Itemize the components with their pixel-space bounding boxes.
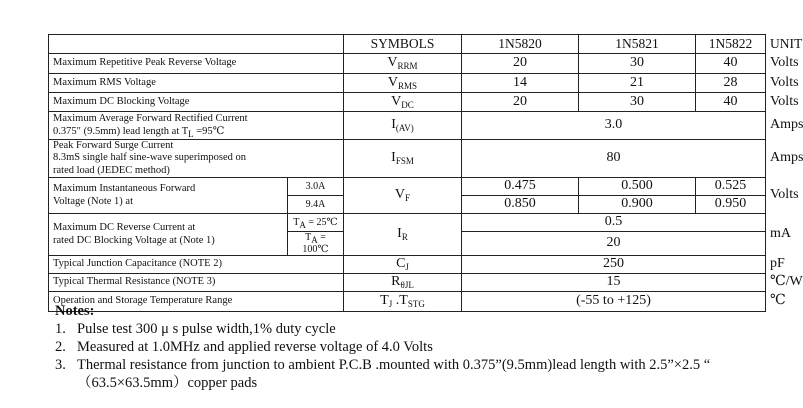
row-iav: Maximum Average Forward Rectified Current 0.375″ (9.5mm) lead length at $T_L$ =95℃ $I_{(AV)}$ 3.0 Amps (49, 112, 766, 140)
header-blank (49, 35, 344, 54)
header-row: SYMBOLS 1N5820 1N5821 1N5822 UNIT (49, 35, 766, 54)
symbol-cell: $R_{\theta JL}$ (344, 274, 462, 292)
header-1n5820: 1N5820 (462, 35, 579, 54)
value-1n5822: 40 (696, 54, 766, 74)
param-label: Typical Thermal Resistance (NOTE 3) (49, 274, 344, 292)
value-1n5822: 28 (696, 74, 766, 93)
value-1n5821: 0.900 (579, 196, 696, 214)
value-1n5820: 0.475 (462, 178, 579, 196)
value-1n5821: 0.500 (579, 178, 696, 196)
header-symbols: SYMBOLS (344, 35, 462, 54)
param-label: Maximum DC Blocking Voltage (49, 93, 344, 112)
header-1n5821: 1N5821 (579, 35, 696, 54)
param-label: Operation and Storage Temperature Range (49, 292, 344, 312)
symbol-cell: $V_F$ (344, 178, 462, 214)
note-number: 2. (55, 339, 66, 355)
value-1n5822: 0.525 (696, 178, 766, 196)
note-item (55, 356, 795, 374)
note-text: Measured at 1.0MHz and applied reverse voltage of 4.0 Volts (77, 339, 433, 355)
value-all: 15 (462, 274, 766, 292)
row-temp: Operation and Storage Temperature Range $T_J$ $.T_{STG}$ (-55 to +125) ℃ (49, 292, 766, 312)
row-vdc: Maximum DC Blocking Voltage $V_{DC}$ 20 30 40 Volts (49, 93, 766, 112)
symbol-cell: $V_{RRM}$ (344, 54, 462, 74)
row-cj: Typical Junction Capacitance (NOTE 2) $C_J$ 250 pF (49, 256, 766, 274)
symbol-cell: $I_{FSM}$ (344, 140, 462, 178)
note-continuation (55, 374, 795, 392)
symbol-cell: $I_{(AV)}$ (344, 112, 462, 140)
param-label: Maximum Average Forward Rectified Current 0.375″ (9.5mm) lead length at $T_L$ =95℃ (49, 112, 344, 140)
note-item (55, 320, 795, 338)
value-1n5821: 30 (579, 93, 696, 112)
notes-title: Notes: (55, 303, 95, 319)
value-all: 20 (462, 232, 766, 256)
symbol-cell: $V_{RMS}$ (344, 74, 462, 93)
value-1n5820: 0.850 (462, 196, 579, 214)
row-vf-a: Maximum Instantaneous Forward Voltage (Note 1) at 3.0A $V_F$ 0.475 0.500 0.525 Volts (49, 178, 766, 196)
value-all: 0.5 (462, 214, 766, 232)
symbol-cell: $V_{DC}$ (344, 93, 462, 112)
value-1n5820: 14 (462, 74, 579, 93)
note-text: （63.5×63.5mm）copper pads (77, 375, 258, 391)
header-1n5822: 1N5822 (696, 35, 766, 54)
symbol-cell: $I_R$ (344, 214, 462, 256)
note-item (55, 338, 795, 356)
row-rth: Typical Thermal Resistance (NOTE 3) $R_{\theta JL}$ 15 ℃/W (49, 274, 766, 292)
spec-table (48, 34, 803, 312)
row-vrms: Maximum RMS Voltage $V_{RMS}$ 14 21 28 Volts (49, 74, 766, 93)
param-label: Maximum RMS Voltage (49, 74, 344, 93)
value-all: 250 (462, 256, 766, 274)
value-1n5822: 40 (696, 93, 766, 112)
note-text: Pulse test 300 μ s pulse width,1% duty cycle (77, 321, 336, 337)
param-label: Maximum Repetitive Peak Reverse Voltage (49, 54, 344, 74)
value-1n5820: 20 (462, 93, 579, 112)
note-number: 1. (55, 321, 66, 337)
note-number: 3. (55, 357, 66, 373)
condition-cell: $T_A$ = 25℃ (288, 214, 344, 232)
condition-cell: 3.0A (288, 178, 344, 196)
condition-cell: 9.4A (288, 196, 344, 214)
row-vrrm: Maximum Repetitive Peak Reverse Voltage $V_{RRM}$ 20 30 40 Volts (49, 54, 766, 74)
symbol-cell: $C_J$ (344, 256, 462, 274)
notes-section (55, 302, 795, 392)
value-1n5822: 0.950 (696, 196, 766, 214)
value-all: (-55 to +125) (462, 292, 766, 312)
param-label: Peak Forward Surge Current 8.3mS single half sine-wave superimposed on rated load (JEDEC method) (49, 140, 344, 178)
value-1n5820: 20 (462, 54, 579, 74)
row-ifsm: Peak Forward Surge Current 8.3mS single half sine-wave superimposed on rated load (JEDEC method) $I_{FSM}$ 80 Amps (49, 140, 766, 178)
symbol-cell: $T_J$ $.T_{STG}$ (344, 292, 462, 312)
condition-cell: $T_A$ = 100℃ (288, 232, 344, 256)
param-label: Typical Junction Capacitance (NOTE 2) (49, 256, 344, 274)
note-text: Thermal resistance from junction to ambient P.C.B .mounted with 0.375”(9.5mm)lead length with 2.5”×2.5 “ (77, 357, 711, 373)
value-all: 3.0 (462, 112, 766, 140)
param-label: Maximum DC Reverse Current at rated DC Blocking Voltage at (Note 1) (49, 214, 288, 256)
value-1n5821: 21 (579, 74, 696, 93)
row-ir-a: Maximum DC Reverse Current at rated DC Blocking Voltage at (Note 1) $T_A$ = 25℃ $I_R$ 0.5 mA (49, 214, 766, 232)
value-1n5821: 30 (579, 54, 696, 74)
value-all: 80 (462, 140, 766, 178)
param-label: Maximum Instantaneous Forward Voltage (Note 1) at (49, 178, 288, 214)
